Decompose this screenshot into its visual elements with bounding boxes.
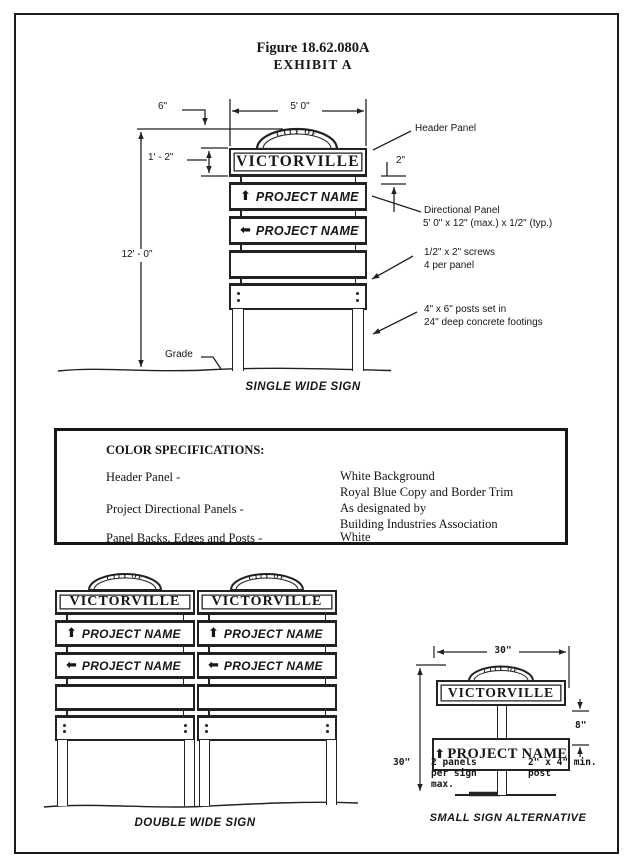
- screw-dot: [205, 724, 208, 727]
- directional-panel-left: [197, 653, 337, 678]
- screw-dot: [184, 730, 187, 733]
- small-sign-caption: SMALL SIGN ALTERNATIVE: [429, 812, 587, 824]
- arch-city-text: CITY OF: [247, 572, 287, 583]
- bottom-rail-panel: [197, 716, 337, 741]
- spec-row-label: Header Panel -: [106, 470, 181, 484]
- header-arch: [228, 569, 306, 591]
- single-sign-caption: SINGLE WIDE SIGN: [245, 381, 361, 393]
- project-name-text: PROJECT NAME: [447, 746, 568, 762]
- spec-row-label: Project Directional Panels -: [106, 502, 244, 516]
- directional-panel-left: [55, 653, 195, 678]
- header-panel: [197, 590, 337, 614]
- sign-post: [326, 740, 337, 805]
- dim-6in-label: 6": [158, 101, 168, 112]
- up-arrow-icon: ⬆: [66, 626, 77, 641]
- dim-gap-label: 2": [396, 155, 406, 166]
- project-name-text: PROJECT NAME: [255, 189, 359, 204]
- callout-header-panel: Header Panel: [415, 123, 477, 134]
- up-arrow-icon: ⬆: [434, 746, 446, 762]
- sign-post: [57, 740, 68, 806]
- spec-row-value: White Background: [340, 469, 435, 483]
- panel-rail: [197, 614, 337, 621]
- note-line: max.: [431, 779, 454, 790]
- double-sign-caption: DOUBLE WIDE SIGN: [134, 817, 256, 829]
- dim-total-height-label: 12' - 0": [112, 249, 162, 262]
- project-name-text: PROJECT NAME: [81, 658, 181, 673]
- bottom-rail-panel: [55, 716, 195, 741]
- screw-dot: [237, 292, 240, 295]
- left-arrow-icon: ⬅: [240, 223, 251, 238]
- spec-row-value: Royal Blue Copy and Border Trim: [340, 485, 514, 499]
- dim-gap-2in: [381, 162, 406, 212]
- up-arrow-icon: ⬆: [240, 189, 251, 204]
- dim-offset-6in: [182, 110, 205, 125]
- dim-width-label: 5' 0": [278, 101, 322, 114]
- screw-dot: [63, 724, 66, 727]
- arch-city-text: CITY OF: [483, 666, 519, 676]
- panel-rail: [55, 646, 195, 653]
- screw-dot: [237, 299, 240, 302]
- double-wide-sign-left: [55, 590, 195, 741]
- panel-rail: [229, 244, 367, 251]
- screw-dot: [63, 730, 66, 733]
- figure-title: Figure 18.62.080A: [256, 40, 370, 56]
- screw-dot: [326, 730, 329, 733]
- spec-row-value: Building Industries Association: [340, 517, 498, 531]
- note-line: 2 panels: [431, 757, 477, 768]
- directional-panel-up: [55, 621, 195, 646]
- left-arrow-icon: ⬅: [208, 658, 219, 673]
- header-panel: [229, 148, 367, 176]
- color-specifications-box: [54, 428, 568, 545]
- spec-row-label: Panel Backs, Edges and Posts -: [106, 531, 263, 545]
- panel-rail: [197, 678, 337, 685]
- left-arrow-icon: ⬅: [66, 658, 77, 673]
- callout-directional-1: Directional Panel: [424, 205, 500, 216]
- sign-post: [352, 309, 364, 371]
- sign-post: [184, 740, 195, 806]
- dim-30in-width-label: 30": [487, 645, 519, 656]
- header-panel: [436, 680, 566, 706]
- sign-post: [232, 309, 244, 371]
- arch-city-text: CITY OF: [105, 572, 145, 583]
- blank-panel: [197, 685, 337, 710]
- double-wide-sign-right: [197, 590, 337, 741]
- callout-screws-1: 1/2" x 2" screws: [424, 247, 496, 258]
- directional-panel-left: [229, 217, 367, 244]
- single-wide-sign: [229, 148, 367, 310]
- dim-header-height-label: 1' - 2": [148, 152, 174, 163]
- blank-panel: [229, 251, 367, 278]
- panel-rail: [197, 646, 337, 653]
- arch-city-text: CITY OF: [275, 127, 319, 139]
- dim-header-1ft2: [187, 148, 228, 176]
- project-name-text: PROJECT NAME: [223, 658, 323, 673]
- callout-directional-2: 5' 0" x 12" (max.) x 1/2" (typ.): [423, 218, 553, 229]
- callout-screws-2: 4 per panel: [424, 260, 475, 271]
- project-name-text: PROJECT NAME: [223, 626, 323, 641]
- note-panels-per-sign: [431, 757, 477, 790]
- note-line: post: [528, 768, 551, 779]
- sign-post: [199, 740, 210, 806]
- project-name-text: PROJECT NAME: [255, 223, 359, 238]
- header-panel-text: VICTORVILLE: [447, 685, 555, 700]
- header-panel-text: VICTORVILLE: [69, 594, 181, 609]
- spec-row-value: As designated by: [340, 501, 427, 515]
- up-arrow-icon: ⬆: [208, 626, 219, 641]
- header-panel-text: VICTORVILLE: [211, 594, 323, 609]
- header-arch: [466, 662, 536, 682]
- panel-rail: [229, 176, 367, 183]
- dim-30in-height-label: 30": [393, 757, 411, 768]
- header-arch: [254, 124, 340, 150]
- ground-line-single: [58, 368, 391, 371]
- callout-posts-1: 4" x 6" posts set in: [424, 304, 507, 315]
- note-line: 2" x 4" min.: [528, 757, 597, 768]
- screw-dot: [356, 292, 359, 295]
- dim-8in-label: 8": [575, 720, 587, 731]
- panel-rail: [55, 678, 195, 685]
- callout-posts-2: 24" deep concrete footings: [424, 317, 543, 328]
- note-line: per sign: [431, 768, 477, 779]
- header-arch: [86, 569, 164, 591]
- screw-dot: [205, 730, 208, 733]
- grade-label: Grade: [165, 349, 193, 360]
- spec-row-value: White: [340, 530, 371, 544]
- blank-panel: [55, 685, 195, 710]
- directional-panel-up: [229, 183, 367, 210]
- panel-rail: [55, 614, 195, 621]
- figure-subtitle: EXHIBIT A: [273, 57, 353, 72]
- project-name-text: PROJECT NAME: [81, 626, 181, 641]
- bottom-rail-panel: [229, 284, 367, 310]
- screw-dot: [184, 724, 187, 727]
- note-post-size: [528, 757, 597, 779]
- panel-rail: [229, 210, 367, 217]
- header-panel: [55, 590, 195, 614]
- color-specs-heading: COLOR SPECIFICATIONS:: [106, 443, 265, 457]
- screw-dot: [356, 299, 359, 302]
- header-panel-text: VICTORVILLE: [236, 153, 360, 170]
- screw-dot: [326, 724, 329, 727]
- directional-panel-up: [197, 621, 337, 646]
